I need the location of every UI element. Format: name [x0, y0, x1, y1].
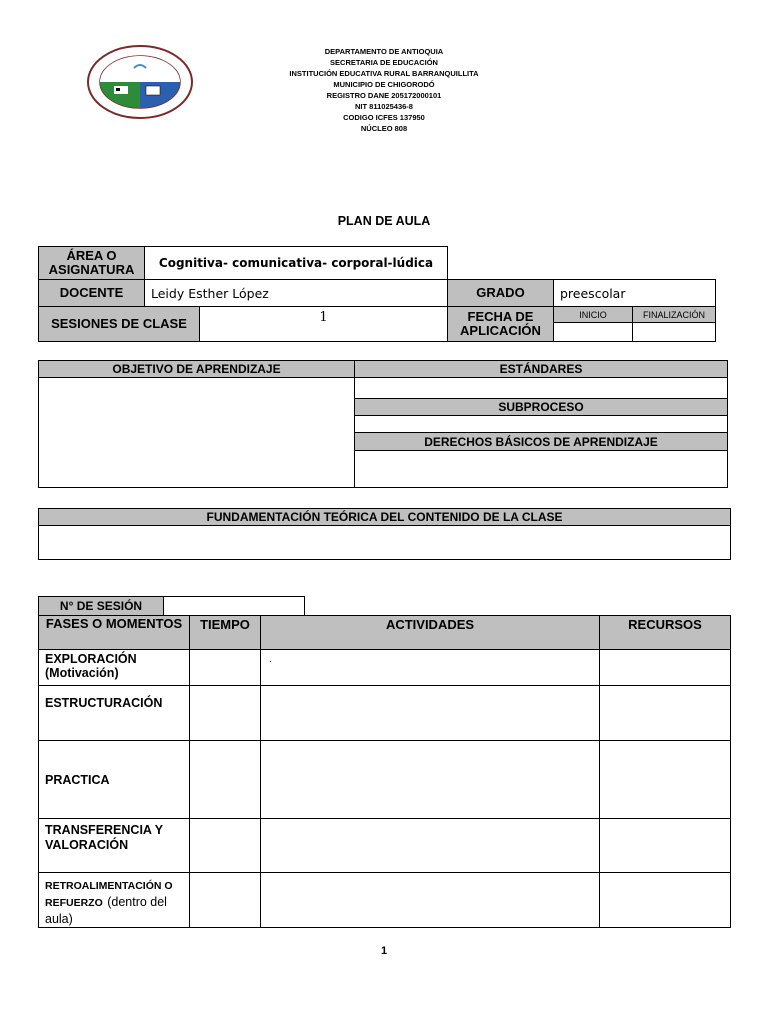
institution-seal — [86, 44, 194, 120]
finalizacion-value[interactable] — [632, 322, 716, 342]
dba-value[interactable] — [354, 450, 728, 488]
area-value[interactable]: Cognitiva- comunicativa- corporal-lúdica — [144, 246, 448, 280]
page-number: 1 — [380, 945, 388, 957]
col-tiempo-label: TIEMPO — [200, 617, 250, 632]
table-row-tiempo[interactable] — [189, 818, 261, 873]
col-recursos — [599, 615, 731, 650]
subproceso-value[interactable] — [354, 415, 728, 433]
table-row-actividad[interactable] — [260, 872, 600, 928]
header-line: MUNICIPIO DE CHIGORODÓ — [333, 80, 435, 89]
fundamentacion-label: FUNDAMENTACIÓN TEÓRICA DEL CONTENIDO DE LA CLASE — [38, 508, 731, 526]
table-row-recursos[interactable] — [599, 649, 731, 686]
table-row-tiempo[interactable] — [189, 649, 261, 686]
header-line: NÚCLEO 808 — [360, 124, 408, 133]
table-row-actividad[interactable] — [260, 685, 600, 741]
sesiones-value-cell[interactable] — [199, 306, 448, 342]
table-row-recursos[interactable] — [599, 685, 731, 741]
table-row-fase — [38, 685, 190, 741]
inicio-label: INICIO — [553, 306, 633, 323]
table-row-actividad[interactable] — [260, 818, 600, 873]
table-row-tiempo[interactable] — [189, 872, 261, 928]
header-line: REGISTRO DANE 205172000101 — [326, 91, 442, 100]
grado-label: GRADO — [447, 279, 554, 307]
fase-label-rest: (dentro del aula) — [45, 895, 167, 926]
col-actividades — [260, 615, 600, 650]
table-row-tiempo[interactable] — [189, 685, 261, 741]
fase-label: PRACTICA — [45, 772, 110, 787]
area-label: ÁREA O ASIGNATURA — [38, 246, 145, 280]
n-sesion-label: N° DE SESIÓN — [38, 596, 164, 616]
doc-title: PLAN DE AULA — [337, 214, 431, 228]
n-sesion-value[interactable] — [163, 596, 305, 616]
fundamentacion-value[interactable] — [38, 525, 731, 560]
grado-value[interactable]: preescolar — [553, 279, 716, 307]
fase-label: ESTRUCTURACIÓN — [45, 696, 163, 710]
table-row-fase — [38, 872, 190, 928]
table-row-tiempo[interactable] — [189, 740, 261, 819]
col-recursos-label: RECURSOS — [628, 617, 702, 632]
table-row-fase — [38, 818, 190, 873]
finalizacion-label: FINALIZACIÓN — [632, 306, 716, 323]
fase-label: TRANSFERENCIA Y VALORACIÓN — [45, 823, 163, 852]
col-fases-label: FASES O MOMENTOS — [45, 616, 183, 631]
col-actividades-label: ACTIVIDADES — [385, 617, 475, 632]
objetivo-value[interactable] — [38, 377, 355, 488]
objetivo-label: OBJETIVO DE APRENDIZAJE — [38, 360, 355, 378]
col-fases — [38, 615, 190, 650]
table-row-recursos[interactable] — [599, 740, 731, 819]
table-row-fase — [38, 740, 190, 819]
estandares-label: ESTÁNDARES — [354, 360, 728, 378]
table-row-recursos[interactable] — [599, 818, 731, 873]
inicio-value[interactable] — [553, 322, 633, 342]
subproceso-label: SUBPROCESO — [354, 398, 728, 416]
fase-label: EXPLORACIÓN (Motivación) — [45, 652, 137, 680]
estandares-value[interactable] — [354, 377, 728, 399]
table-row-actividad[interactable] — [260, 649, 600, 686]
header-line: DEPARTAMENTO DE ANTIOQUIA — [324, 47, 444, 56]
header-line: NIT 811025436-8 — [355, 102, 413, 111]
dba-label: DERECHOS BÁSICOS DE APRENDIZAJE — [354, 432, 728, 451]
header-line: SECRETARIA DE EDUCACIÓN — [330, 58, 438, 67]
header-line: CODIGO ICFES 137950 — [343, 113, 425, 122]
table-row-recursos[interactable] — [599, 872, 731, 928]
header-line: INSTITUCIÓN EDUCATIVA RURAL BARRANQUILLITA — [289, 69, 479, 78]
fecha-label: FECHA DE APLICACIÓN — [447, 306, 554, 342]
sesiones-label: SESIONES DE CLASE — [38, 306, 200, 342]
sesiones-value: 1 — [319, 310, 328, 325]
institution-header — [234, 46, 534, 134]
actividad-text: . — [269, 654, 272, 665]
docente-label: DOCENTE — [38, 279, 145, 307]
col-tiempo — [189, 615, 261, 650]
table-row-fase — [38, 649, 190, 686]
table-row-actividad[interactable] — [260, 740, 600, 819]
docente-value[interactable]: Leidy Esther López — [144, 279, 448, 307]
fase-label-bold: RETROALIMENTACIÓN O REFUERZO — [45, 880, 173, 909]
